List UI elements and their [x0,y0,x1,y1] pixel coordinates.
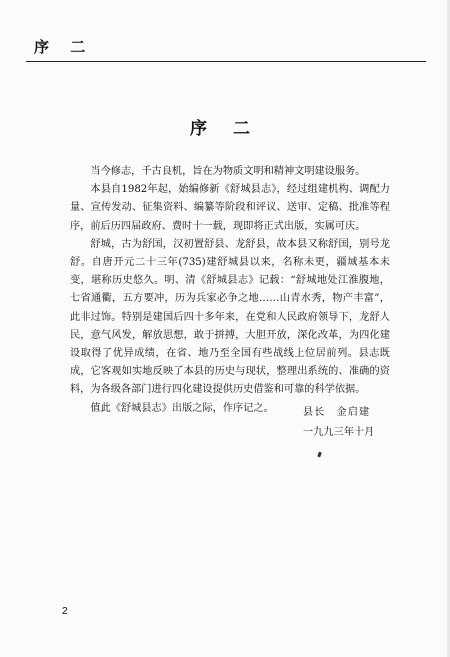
page-number: 2 [62,606,68,617]
signer-title-name: 县长 金启建 [303,407,371,418]
paragraph-2: 本县自1982年起，始编修新《舒城县志》，经过组建机构、调配力量、宣传发动、征集资料、编纂等阶段和评议、送审、定稿、批准等程序，前后历四届政府、费时十一载，现即将正式出版，实属可庆。 [70,184,390,232]
preface-title: 序 二 [190,119,260,139]
signature-block [303,403,374,443]
preface-body [70,163,390,418]
running-head: 序 二 [34,38,94,56]
header-rule [26,61,426,62]
paragraph-1: 当今修志，千古良机，旨在为物质文明和精神文明建设服务。 [90,166,366,177]
signature-date: 一九九三年十月 [303,427,375,438]
print-speck [317,452,322,458]
paragraph-3: 舒城，古为舒国，汉初置舒县、龙舒县，故本县又称舒国，别号龙舒。自唐开元二十三年(735)建舒城县以来，名称未更，疆域基本未变，堪称历史悠久。明、清《舒城县志》记载：“舒城地处江淮腹地，七省通衢，五方要冲，历为兵家必争之地……山青水秀，物产丰富”，此非过饰。特别是建国后四十多年来，在党和人民政府领导下，龙舒人民，意气风发，解放思想，敢于拼搏，大胆开放，深化改革，为四化建设取得了优异成绩，在省、地乃至全国有些战线上位居前列。县志既成，它客观如实地反映了本县的历史与现状，整理出系统的、准确的资料，为各级各部门进行四化建设提供历史借鉴和可靠的科学依据。 [70,238,390,396]
paragraph-4: 值此《舒城县志》出版之际，作序记之。 [90,402,274,414]
